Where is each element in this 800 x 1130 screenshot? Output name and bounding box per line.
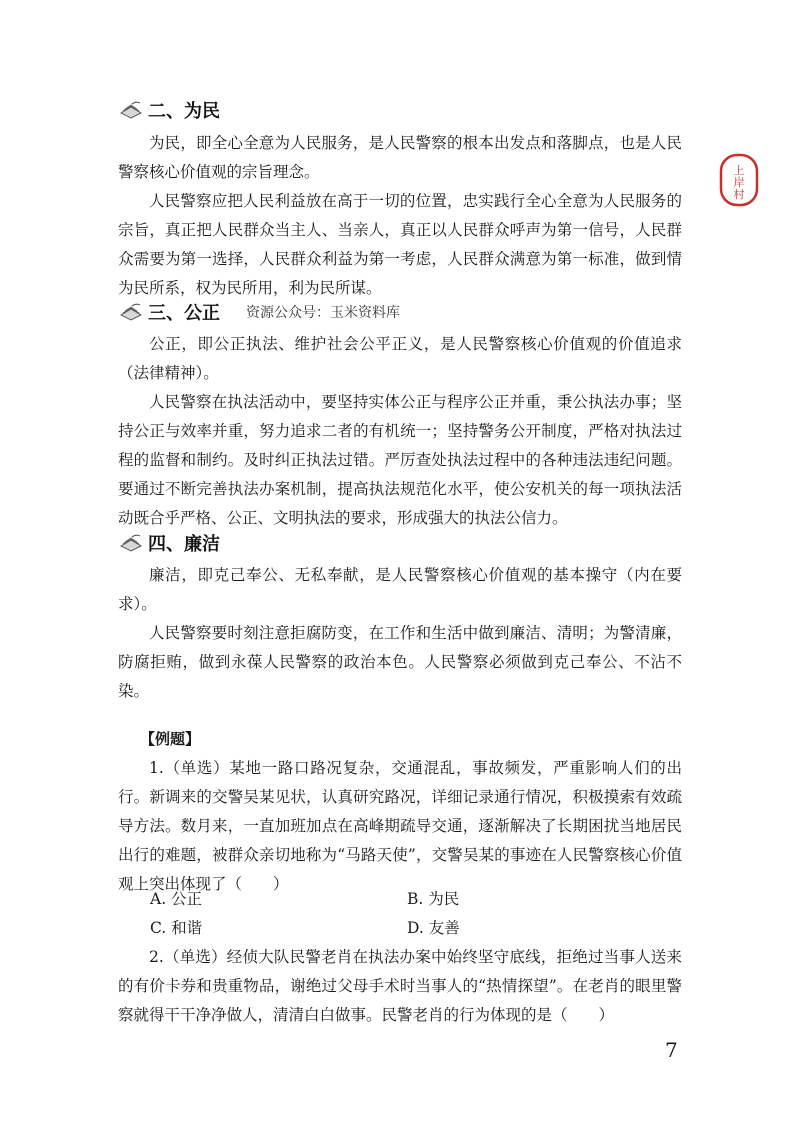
book-icon	[118, 534, 144, 552]
paragraph: 公正，即公正执法、维护社会公平正义，是人民警察核心价值观的价值追求（法律精神）。	[118, 335, 682, 382]
section-title: 三、公正	[148, 303, 220, 324]
book-icon	[118, 303, 144, 321]
section-subtitle: 资源公众号：玉米资料库	[246, 305, 400, 321]
question-1: 1.（单选）某地一路口路况复杂，交通混乱，事故频发，严重影响人们的出行。新调来的交警吴某见状，认真研究路况，详细记录通行情况，积极摸索有效疏导方法。数月来，一直加班加点在高峰期疏导交通，逐渐解决了长期困扰当地居民出行的难题，被群众亲切地称为“马路天使”，交警吴某的事迹在人民警察核心价值观上突出体现了（ ）	[118, 759, 682, 893]
section-title: 四、廉洁	[148, 534, 220, 555]
section-title: 二、为民	[148, 101, 220, 122]
book-icon	[118, 101, 144, 119]
paragraph: 人民警察在执法活动中，要坚持实体公正与程序公正并重，秉公执法办事；坚持公正与效率并重，努力追求二者的有机统一；坚持警务公开制度，严格对执法过程的监督和制约。及时纠正执法过错。严厉查处执法过程中的各种违法违纪问题。要通过不断完善执法办案机制，提高执法规范化水平，使公安机关的每一项执法活动既合乎严格、公正、文明执法的要求，形成强大的执法公信力。	[118, 393, 682, 527]
paragraph: 人民警察应把人民利益放在高于一切的位置，忠实践行全心全意为人民服务的宗旨，真正把人民群众当主人、当亲人，真正以人民群众呼声为第一信号，人民群众需要为第一选择，人民群众利益为第一考虑，人民群众满意为第一标准，做到情为民所系，权为民所用，利为民所谋。	[118, 192, 682, 297]
seal-logo	[718, 152, 760, 208]
paragraph: 廉洁，即克己奉公、无私奉献，是人民警察核心价值观的基本操守（内在要求）。	[118, 566, 682, 613]
svg-text:岸: 岸	[733, 176, 745, 189]
option-c: C. 和谐	[150, 919, 203, 937]
option-b: B. 为民	[407, 890, 460, 908]
question-2: 2.（单选）经侦大队民警老肖在执法办案中始终坚守底线，拒绝过当事人送来的有价卡券和贵重物品，谢绝过父母手术时当事人的“热情探望”。在老肖的眼里警察就得干干净净做人，清清白白做事。民警老肖的行为体现的是（ ）	[118, 948, 682, 1024]
section-heading-lianjie	[118, 528, 220, 558]
paragraph: 为民，即全心全意为人民服务，是人民警察的根本出发点和落脚点，也是人民警察核心价值观的宗旨理念。	[118, 134, 682, 181]
section-heading-weimin	[118, 95, 220, 125]
page-number: 7	[665, 1038, 678, 1062]
svg-text:上: 上	[733, 164, 745, 177]
section-heading-gongzheng	[118, 297, 400, 327]
examples-heading: 【例题】	[140, 730, 201, 748]
paragraph: 人民警察要时刻注意拒腐防变，在工作和生活中做到廉洁、清明；为警清廉，防腐拒贿，做到永葆人民警察的政治本色。人民警察必须做到克己奉公、不沾不染。	[118, 624, 682, 700]
svg-text:村: 村	[733, 188, 745, 201]
option-a: A. 公正	[150, 890, 203, 908]
option-d: D. 友善	[407, 919, 460, 937]
